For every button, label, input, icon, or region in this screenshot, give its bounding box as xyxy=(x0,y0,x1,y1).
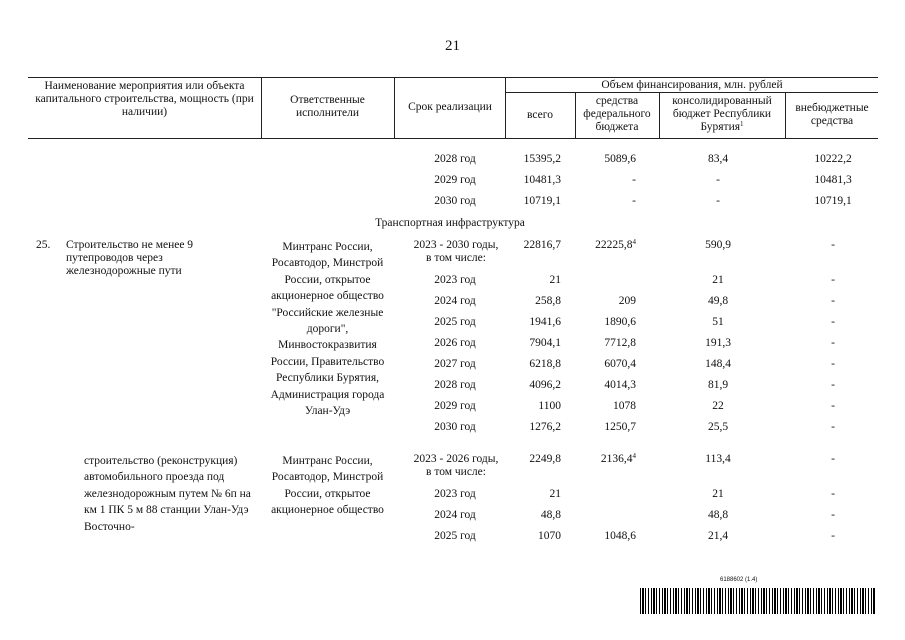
barcode-image xyxy=(640,588,876,614)
cell-federal: 7712,8 xyxy=(604,337,636,349)
header-name: Наименование мероприятия или объекта капитального строительства, мощность (при наличии) xyxy=(35,80,254,118)
cell-regional: 191,3 xyxy=(705,337,731,349)
table-row xyxy=(0,314,905,330)
header-funding: Объем финансирования, млн. рублей xyxy=(601,79,783,91)
item-total: 22816,7 xyxy=(523,239,561,251)
page-number: 21 xyxy=(445,38,460,54)
cell-regional: 81,9 xyxy=(707,379,729,391)
cell-total: 6218,8 xyxy=(529,358,561,370)
cell-federal: 209 xyxy=(618,295,636,307)
table-row xyxy=(0,398,905,414)
cell-federal: 1078 xyxy=(613,400,636,412)
item-number: 25. xyxy=(36,239,51,251)
header-regional: консолидированный бюджет Республики Бурятия$^1$ xyxy=(672,95,772,133)
cell-total: 1070 xyxy=(538,530,561,542)
header-total: всего xyxy=(527,109,553,121)
cell-total: 1276,2 xyxy=(529,421,561,433)
cell-extra: 10481,3 xyxy=(814,174,852,186)
cell-total: 21 xyxy=(549,274,561,286)
cell-extra: 10719,1 xyxy=(814,195,852,207)
item-regional: 590,9 xyxy=(705,239,731,251)
cell-regional: - xyxy=(716,195,720,207)
cell-year: 2030 год xyxy=(434,421,476,433)
cell-extra: - xyxy=(831,274,835,286)
item-name: Строительство не менее 9 путепроводов через железнодорожные пути xyxy=(66,239,194,277)
cell-federal: 6070,4 xyxy=(604,358,636,370)
item-period: 2023 - 2030 годы, в том числе: xyxy=(413,239,499,264)
table-row xyxy=(0,272,905,288)
sub-federal: 2136,4$^4$ xyxy=(600,452,636,465)
table-row xyxy=(0,419,905,435)
table-row xyxy=(0,528,905,544)
cell-year: 2025 год xyxy=(434,530,476,542)
sub-total-row xyxy=(0,451,905,467)
table-row xyxy=(0,507,905,523)
cell-federal: 1250,7 xyxy=(604,421,636,433)
sub-item-executors: Минтранс России, Росавтодор, Минстрой России, открытое акционерное общество xyxy=(271,455,384,517)
item-federal: 22225,8$^4$ xyxy=(595,238,636,251)
cell-total: 1941,6 xyxy=(529,316,561,328)
item-extra: - xyxy=(831,239,835,251)
table-row xyxy=(0,335,905,351)
cell-regional: 25,5 xyxy=(707,421,729,433)
table-row xyxy=(0,377,905,393)
section-title: Транспортная инфраструктура xyxy=(375,217,525,229)
sub-total: 2249,8 xyxy=(529,453,561,465)
table-row xyxy=(0,356,905,372)
table-row xyxy=(0,172,905,188)
cell-total: 7904,1 xyxy=(529,337,561,349)
cell-extra: - xyxy=(831,316,835,328)
cell-regional: 21 xyxy=(712,274,724,286)
cell-year: 2027 год xyxy=(434,358,476,370)
cell-total: 21 xyxy=(549,488,561,500)
cell-total: 10481,3 xyxy=(523,174,561,186)
header-top-rule xyxy=(28,77,878,78)
cell-extra: - xyxy=(831,337,835,349)
cell-regional: 22 xyxy=(712,400,724,412)
cell-year: 2024 год xyxy=(434,509,476,521)
cell-year: 2026 год xyxy=(434,337,476,349)
header-federal: средства федерального бюджета xyxy=(583,95,651,133)
cell-federal: - xyxy=(632,174,636,186)
funding-subrule xyxy=(505,92,878,93)
cell-year: 2029 год xyxy=(434,174,476,186)
cell-federal: 1890,6 xyxy=(604,316,636,328)
cell-year: 2023 год xyxy=(434,488,476,500)
cell-total: 4096,2 xyxy=(529,379,561,391)
cell-federal: 5089,6 xyxy=(604,153,636,165)
cell-regional: 21 xyxy=(712,488,724,500)
header-period: Срок реализации xyxy=(408,101,492,113)
cell-extra: - xyxy=(831,421,835,433)
cell-extra: 10222,2 xyxy=(814,153,852,165)
barcode-text: 6188602 (1.4) xyxy=(720,577,758,583)
cell-extra: - xyxy=(831,530,835,542)
cell-extra: - xyxy=(831,295,835,307)
cell-total: 1100 xyxy=(538,400,561,412)
cell-regional: 148,4 xyxy=(705,358,731,370)
header-extra: внебюджетные средства xyxy=(795,102,869,127)
cell-extra: - xyxy=(831,400,835,412)
table-row xyxy=(0,193,905,209)
cell-regional: 48,8 xyxy=(707,509,729,521)
cell-regional: - xyxy=(716,174,720,186)
cell-federal: - xyxy=(632,195,636,207)
header-executors: Ответственные исполнители xyxy=(290,94,365,119)
cell-federal: 1048,6 xyxy=(604,530,636,542)
cell-regional: 21,4 xyxy=(707,530,729,542)
cell-year: 2024 год xyxy=(434,295,476,307)
sub-extra: - xyxy=(831,453,835,465)
cell-total: 10719,1 xyxy=(523,195,561,207)
item-executors: Минтранс России, Росавтодор, Минстрой России, открытое акционерное общество "Российские железные дороги", Минвостокразвития России, Правительство Республики Бурятия, Администрация города Улан-Удэ xyxy=(270,241,385,418)
cell-total: 258,8 xyxy=(535,295,561,307)
cell-year: 2028 год xyxy=(434,379,476,391)
cell-extra: - xyxy=(831,358,835,370)
cell-total: 48,8 xyxy=(540,509,561,521)
cell-extra: - xyxy=(831,379,835,391)
cell-total: 15395,2 xyxy=(523,153,561,165)
cell-regional: 49,8 xyxy=(707,295,729,307)
table-row xyxy=(0,151,905,167)
cell-extra: - xyxy=(831,488,835,500)
cell-year: 2023 год xyxy=(434,274,476,286)
cell-year: 2030 год xyxy=(434,195,476,207)
header-bottom-rule xyxy=(28,138,878,139)
cell-extra: - xyxy=(831,509,835,521)
cell-federal: 4014,3 xyxy=(604,379,636,391)
cell-regional: 83,4 xyxy=(707,153,729,165)
cell-year: 2028 год xyxy=(434,153,476,165)
cell-year: 2029 год xyxy=(434,400,476,412)
table-row xyxy=(0,486,905,502)
item-total-row xyxy=(0,237,905,253)
sub-regional: 113,4 xyxy=(705,453,731,465)
sub-item-name: строительство (реконструкция) автомобильного проезда под железнодорожным путем № 6п на км 1 ПК 5 м 88 станции Улан-Удэ Восточно- xyxy=(84,455,251,533)
table-row xyxy=(0,293,905,309)
sub-item-period: 2023 - 2026 годы, в том числе: xyxy=(413,453,499,478)
cell-regional: 51 xyxy=(712,316,724,328)
cell-year: 2025 год xyxy=(434,316,476,328)
